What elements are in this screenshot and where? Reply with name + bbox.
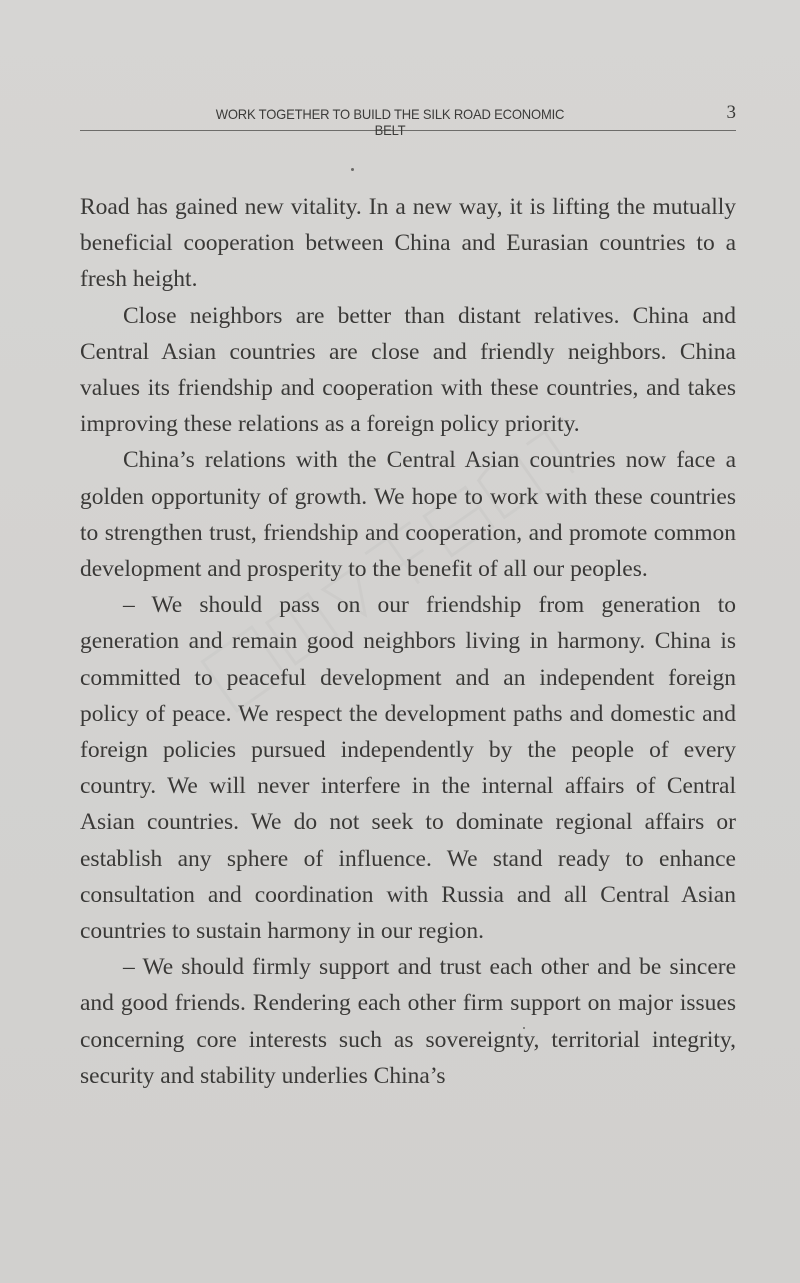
paragraph-3: China’s relations with the Central Asian countries now face a golden opportunity of growth. We hope to work with these countries to strengthen trust, friendship and cooperation, and promote common development and prosperity to the benefit of all our peoples. xyxy=(80,447,736,583)
paragraph-1: Road has gained new vitality. In a new way, it is lifting the mutually beneficial cooperation between China and Eurasian countries to a fresh height. xyxy=(80,194,736,293)
paragraph-5: – We should firmly support and trust each other and be sincere and good friends. Rendering each other firm support on major issues concerning core interests such as sovereignty, territorial integrity, security and stability underlies China’s xyxy=(80,954,736,1089)
page-number: 3 xyxy=(726,102,736,123)
running-title: WORK TOGETHER TO BUILD THE SILK ROAD ECONOMIC BELT xyxy=(215,106,565,138)
body-text xyxy=(80,189,736,1094)
paragraph-4: – We should pass on our friendship from generation to generation and remain good neighbors living in harmony. China is committed to peaceful development and an independent foreign policy of peace. We respect the development paths and domestic and foreign policies pursued independently by the people of every country. We will never interfere in the internal affairs of Central Asian countries. We do not seek to dominate regional affairs or establish any sphere of influence. We stand ready to enhance consultation and coordination with Russia and all Central Asian countries to sustain harmony in our region. xyxy=(80,592,736,945)
running-header xyxy=(80,100,736,138)
paper-speck xyxy=(351,168,354,171)
paragraph-2: Close neighbors are better than distant relatives. China and Central Asian countries are close and friendly neighbors. China values its friendship and cooperation with these countries, and takes improving these relations as a foreign policy priority. xyxy=(80,302,736,438)
